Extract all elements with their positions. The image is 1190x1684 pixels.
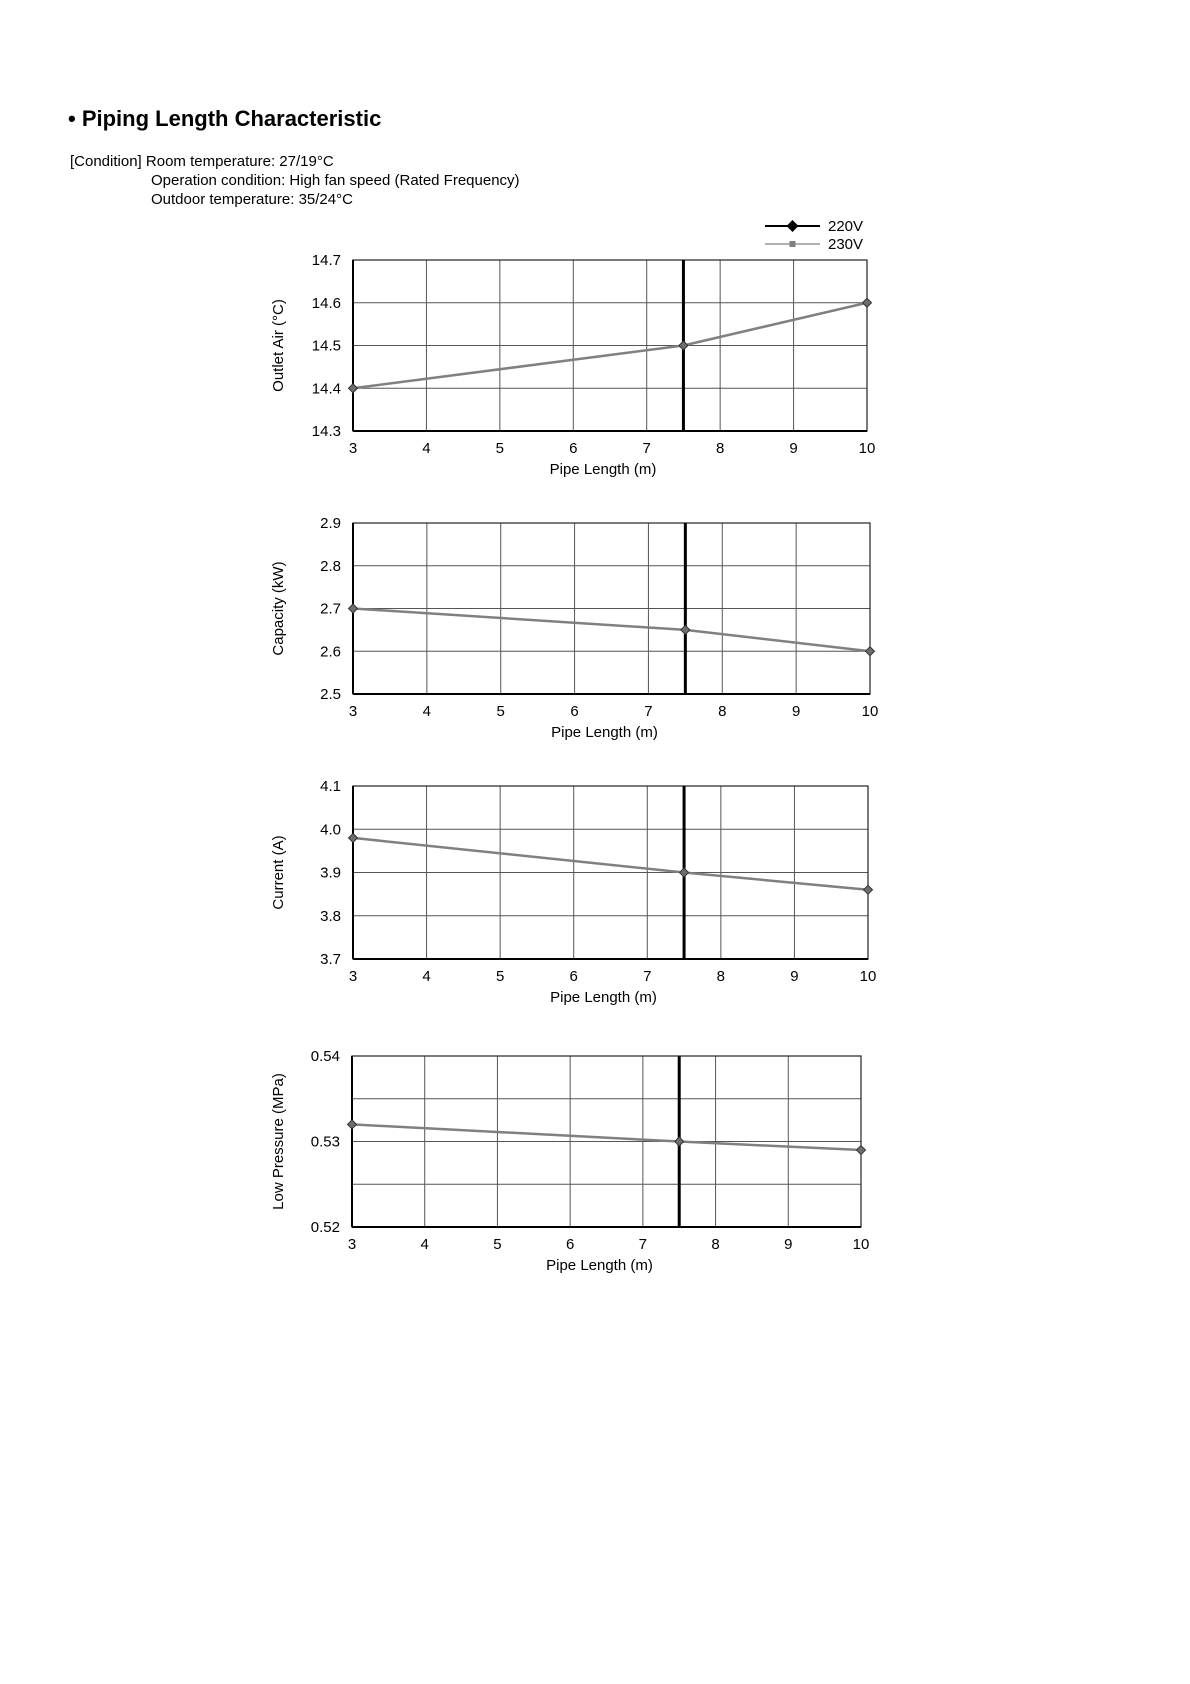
- x-tick-label: 6: [565, 1236, 575, 1253]
- y-tick-label: 14.5: [311, 337, 341, 355]
- data-point: [866, 647, 875, 656]
- x-tick-label: 8: [715, 440, 725, 457]
- condition-room-temperature: Room temperature: 27/19°C: [145, 153, 334, 170]
- x-tick-label: 4: [420, 1236, 429, 1253]
- x-tick-label: 9: [790, 968, 799, 985]
- data-point: [680, 868, 689, 877]
- x-tick-label: 8: [716, 968, 726, 985]
- chart-2: [270, 515, 878, 741]
- series-line: [352, 1124, 861, 1150]
- series-line: [353, 609, 870, 652]
- data-point: [681, 625, 690, 634]
- x-tick-label: 10: [852, 1236, 870, 1253]
- x-axis-label: Pipe Length (m): [550, 989, 657, 1006]
- page-title: • Piping Length Characteristic: [68, 106, 382, 131]
- chart-4: [270, 1048, 869, 1274]
- x-tick-label: 4: [422, 440, 431, 457]
- x-axis-label: Pipe Length (m): [551, 724, 658, 741]
- y-tick-label: 14.3: [311, 423, 341, 440]
- x-tick-label: 3: [348, 703, 358, 720]
- y-tick-label: 2.8: [320, 557, 341, 575]
- x-tick-label: 3: [347, 1236, 357, 1253]
- data-point: [864, 885, 873, 894]
- data-point: [857, 1146, 866, 1155]
- data-point: [349, 833, 358, 842]
- data-point: [349, 384, 358, 393]
- y-axis-label: Capacity (kW): [270, 561, 287, 656]
- x-tick-label: 9: [789, 440, 798, 457]
- y-tick-label: 3.9: [320, 864, 341, 882]
- x-tick-label: 7: [644, 703, 653, 720]
- y-tick-label: 14.7: [311, 252, 341, 269]
- legend: [765, 218, 863, 253]
- x-axis-label: Pipe Length (m): [549, 461, 657, 478]
- y-tick-label: 4.0: [320, 821, 341, 839]
- y-tick-label: 4.1: [320, 778, 341, 795]
- y-tick-label: 14.6: [311, 294, 341, 312]
- x-tick-label: 10: [859, 968, 877, 985]
- data-point: [675, 1137, 684, 1146]
- x-tick-label: 3: [348, 968, 358, 985]
- y-tick-label: 0.52: [310, 1219, 340, 1236]
- y-tick-label: 0.53: [310, 1133, 340, 1151]
- x-tick-label: 7: [642, 440, 651, 457]
- x-tick-label: 7: [643, 968, 652, 985]
- x-tick-label: 3: [348, 440, 358, 457]
- legend-marker-square: [790, 241, 796, 247]
- x-tick-label: 9: [784, 1236, 793, 1253]
- x-tick-label: 8: [718, 703, 727, 720]
- data-point: [348, 1120, 357, 1129]
- y-tick-label: 3.8: [320, 907, 341, 925]
- y-tick-label: 2.5: [320, 686, 341, 703]
- x-tick-label: 10: [858, 440, 876, 457]
- x-axis-label: Pipe Length (m): [546, 1257, 653, 1274]
- chart-3: [270, 778, 876, 1006]
- condition-prefix: [Condition]: [70, 153, 142, 170]
- x-tick-label: 7: [638, 1236, 648, 1253]
- y-tick-label: 2.9: [320, 515, 341, 532]
- x-tick-label: 5: [495, 440, 505, 457]
- y-tick-label: 3.7: [320, 951, 341, 968]
- y-tick-label: 2.7: [320, 600, 341, 618]
- y-axis-label: Current (A): [270, 835, 287, 910]
- data-point: [679, 341, 688, 350]
- legend-label-2: 230V: [828, 236, 864, 253]
- y-axis-label: Low Pressure (MPa): [270, 1073, 287, 1210]
- legend-marker-diamond: [787, 220, 799, 232]
- x-tick-label: 6: [569, 440, 578, 457]
- x-tick-label: 4: [422, 703, 432, 720]
- condition-operation: Operation condition: High fan speed (Rated Frequency): [151, 172, 520, 189]
- condition-outdoor-temperature: Outdoor temperature: 35/24°C: [151, 191, 353, 208]
- series-line: [353, 838, 868, 890]
- chart-1: [270, 252, 875, 478]
- x-tick-label: 5: [496, 703, 505, 720]
- x-tick-label: 6: [569, 968, 578, 985]
- x-tick-label: 9: [791, 703, 801, 720]
- data-point: [863, 298, 872, 307]
- y-tick-label: 0.54: [310, 1048, 340, 1065]
- x-tick-label: 5: [493, 1236, 502, 1253]
- legend-label-1: 220V: [828, 218, 864, 235]
- y-tick-label: 14.4: [311, 380, 341, 398]
- x-tick-label: 8: [711, 1236, 720, 1253]
- data-point: [349, 604, 358, 613]
- y-tick-label: 2.6: [320, 643, 341, 661]
- x-tick-label: 5: [495, 968, 505, 985]
- x-tick-label: 10: [861, 703, 879, 720]
- y-axis-label: Outlet Air (°C): [270, 299, 287, 392]
- x-tick-label: 4: [422, 968, 431, 985]
- x-tick-label: 6: [570, 703, 579, 720]
